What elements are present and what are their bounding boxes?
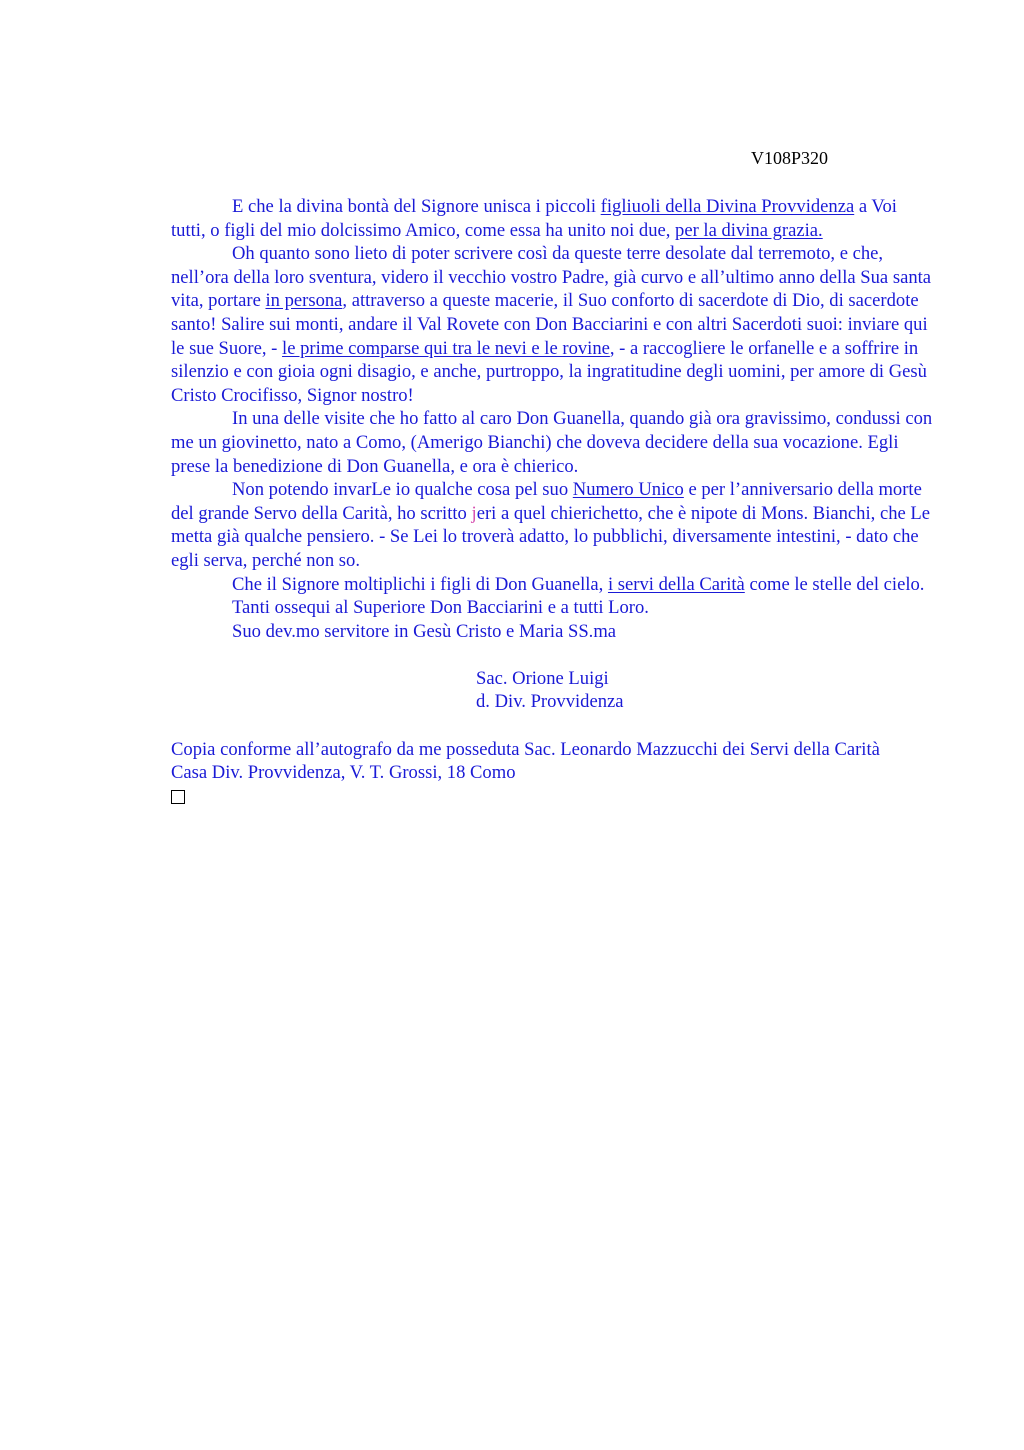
underlined-text: i servi della Carità	[607, 573, 745, 595]
text-run: a Voi tutti, o figli del mio dolcissimo Amico, come essa ha unito noi due,	[171, 196, 897, 241]
empty-checkbox-icon	[171, 790, 185, 804]
paragraphs	[171, 195, 933, 643]
text-run: come le stelle del cielo.	[744, 573, 925, 595]
text-run: Suo dev.mo servitore in Gesù Cristo e Maria SS.ma	[232, 620, 617, 642]
text-run: E che la divina bontà del Signore unisca i piccoli	[232, 196, 601, 217]
footer-address: Casa Div. Provvidenza, V. T. Grossi, 18 Como	[171, 762, 516, 784]
letter-paragraph	[171, 478, 933, 572]
letter-body	[171, 195, 933, 810]
text-run: Che il Signore moltiplichi i figli di Don Guanella,	[232, 573, 608, 595]
text-run: eri a quel chierichetto, che è nipote di Mons. Bianchi, che Le metta già qualche pensiero. - Se Lei lo troverà adatto, lo pubblichi, diversamente intestini, - dato che egli serva, perché non so.	[171, 502, 931, 571]
text-run: Non potendo invarLe io qualche cosa pel suo	[232, 479, 573, 501]
underlined-text: figliuoli della Divina Provvidenza	[600, 196, 855, 217]
letter-paragraph	[171, 620, 933, 644]
text-run: In una delle visite che ho fatto al caro Don Guanella, quando già ora gravissimo, condussi con me un giovinetto, nato a Como, (Amerigo Bianchi) che doveva decidere della sua vocazione. Egli prese la benedizione di Don Guanella, e ora è chierico.	[171, 408, 933, 477]
underlined-text: Numero Unico	[572, 479, 684, 501]
letter-paragraph	[171, 407, 933, 478]
letter-paragraph	[171, 596, 933, 620]
letter-paragraph	[171, 195, 933, 242]
letter-paragraph	[171, 573, 933, 597]
text-run: , - a raccogliere le orfanelle e a soffrire in silenzio e con gioia ogni disagio, e anche, purtroppo, la ingratitudine degli uomini, per amore di Gesù Cristo Crocifisso, Signor nostro!	[171, 337, 927, 406]
document-reference: V108P320	[751, 148, 829, 168]
text-run: Oh quanto sono lieto di poter scrivere così da queste terre desolate dal terremoto, e che, nell’ora della loro sventura, videro il vecchio vostro Padre, già curvo e all’ultimo anno della Sua santa vita, portare	[171, 243, 932, 312]
underlined-text: le prime comparse qui tra le nevi e le rovine	[282, 337, 610, 359]
signature-title: d. Div. Provvidenza	[476, 691, 624, 713]
text-run: , attraverso a queste macerie, il Suo conforto di sacerdote di Dio, di sacerdote santo! Salire sui monti, andare il Val Rovete con Don Bacciarini e con altri Sacerdoti suoi: inviare qui le sue Suore, -	[171, 290, 928, 359]
underlined-text: per la divina grazia.	[675, 219, 823, 241]
footer-copy-note: Copia conforme all’autografo da me posseduta Sac. Leonardo Mazzucchi dei Servi della Carità	[171, 738, 880, 760]
text-run: Tanti ossequi al Superiore Don Bacciarini e a tutti Loro.	[232, 597, 649, 619]
text-run: e per l’anniversario della morte del grande Servo della Carità, ho scritto	[171, 479, 922, 524]
signature-name: Sac. Orione Luigi	[476, 667, 609, 689]
underlined-text: in persona	[265, 290, 343, 312]
letter-paragraph	[171, 242, 933, 407]
highlighted-letter: j	[471, 502, 477, 524]
